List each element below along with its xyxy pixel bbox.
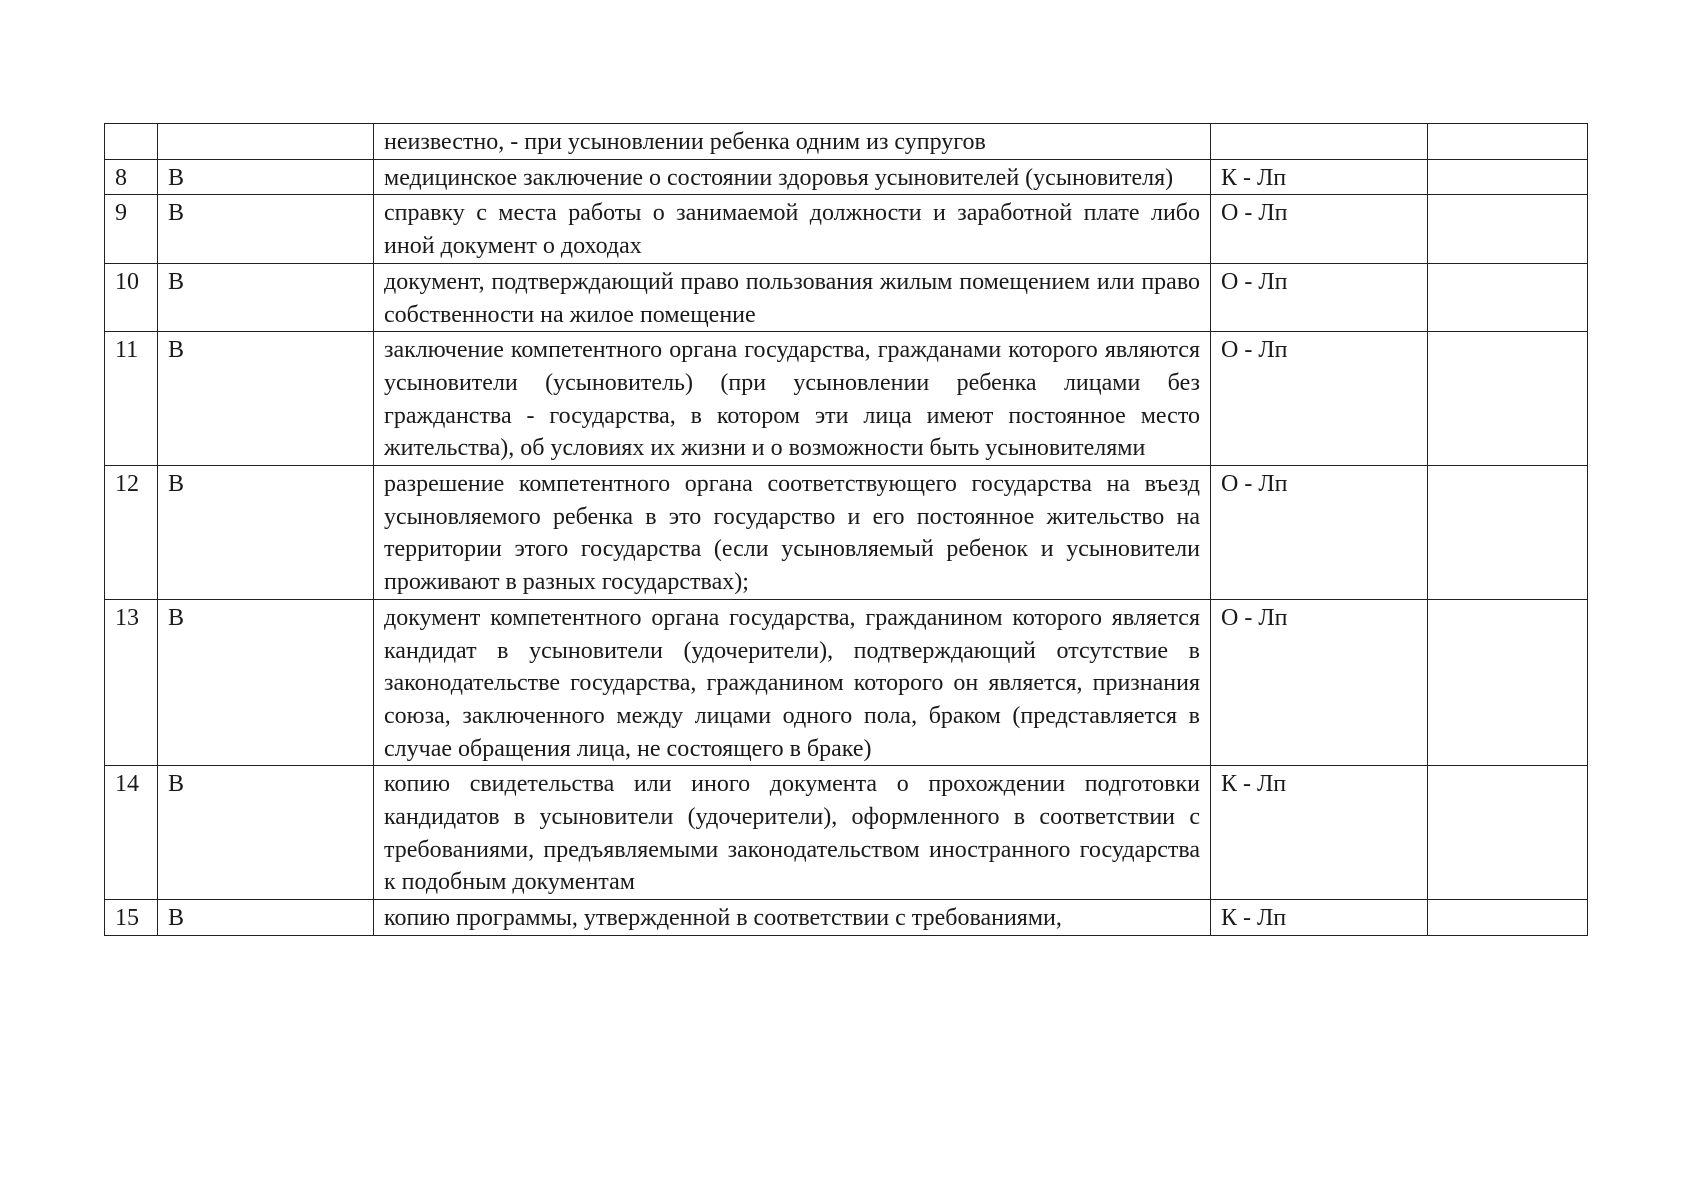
row-category: В [158, 195, 374, 263]
row-document-text-content: медицинское заключение о состоянии здоровья усыновителей (усыновителя) [384, 164, 1174, 191]
row-number: 14 [105, 766, 158, 900]
row-document-text [374, 332, 1211, 466]
row-document-text-content: неизвестно, - при усыновлении ребенка одним из супругов [384, 129, 986, 155]
row-form: К - Лп [1211, 766, 1428, 900]
row-form: О - Лп [1211, 263, 1428, 331]
row-document-text [374, 159, 1211, 195]
row-extra [1428, 332, 1588, 466]
row-number: 13 [105, 599, 158, 766]
row-extra [1428, 599, 1588, 766]
row-category: В [158, 332, 374, 466]
row-extra [1428, 159, 1588, 195]
row-category: В [158, 599, 374, 766]
row-number: 11 [105, 332, 158, 466]
row-document-text [374, 900, 1211, 936]
row-number: 9 [105, 195, 158, 263]
row-number [105, 124, 158, 160]
row-document-text-content: документ, подтверждающий право пользования жилым помещением или право собственности на жилое помещение [384, 268, 1200, 328]
row-form: К - Лп [1211, 900, 1428, 936]
row-document-text-content: копию программы, утвержденной в соответствии с требованиями, [384, 905, 1062, 932]
row-extra [1428, 263, 1588, 331]
row-document-text [374, 766, 1211, 900]
row-document-text-content: документ компетентного органа государства, гражданином которого является кандидат в усыновители (удочерители), подтверждающий отсутствие в законодательстве государства, гражданином которого он является, признания союза, заключенного между лицами одного пола, браком (представляется в случае обращения лица, не состоящего в браке) [384, 604, 1200, 762]
row-category: В [158, 263, 374, 331]
row-number: 10 [105, 263, 158, 331]
row-form: О - Лп [1211, 466, 1428, 600]
row-form [1211, 124, 1428, 160]
row-category: В [158, 466, 374, 600]
row-extra [1428, 124, 1588, 160]
row-number: 8 [105, 159, 158, 195]
table-row [105, 263, 1588, 331]
row-form: О - Лп [1211, 332, 1428, 466]
table-row [105, 599, 1588, 766]
documents-table [104, 123, 1588, 936]
row-form: К - Лп [1211, 159, 1428, 195]
table-row [105, 195, 1588, 263]
table-row [105, 900, 1588, 936]
row-extra [1428, 766, 1588, 900]
row-category: В [158, 159, 374, 195]
row-document-text [374, 124, 1211, 160]
row-category [158, 124, 374, 160]
table-row [105, 466, 1588, 600]
row-document-text [374, 195, 1211, 263]
row-extra [1428, 900, 1588, 936]
row-number: 12 [105, 466, 158, 600]
row-number: 15 [105, 900, 158, 936]
row-document-text [374, 599, 1211, 766]
row-document-text [374, 466, 1211, 600]
table-row [105, 766, 1588, 900]
row-document-text-content: разрешение компетентного органа соответствующего государства на въезд усыновляемого ребенка в это государство и его постоянное жительство на территории этого государства (если усыновляемый ребенок и усыновители проживают в разных государствах); [384, 471, 1200, 596]
row-form: О - Лп [1211, 195, 1428, 263]
table-row [105, 159, 1588, 195]
table-row [105, 332, 1588, 466]
row-document-text-content: справку с места работы о занимаемой должности и заработной плате либо иной документ о доходах [384, 200, 1200, 260]
row-category: В [158, 900, 374, 936]
row-extra [1428, 466, 1588, 600]
row-category: В [158, 766, 374, 900]
row-extra [1428, 195, 1588, 263]
table-row [105, 124, 1588, 160]
row-form: О - Лп [1211, 599, 1428, 766]
row-document-text-content: заключение компетентного органа государства, гражданами которого являются усыновители (усыновитель) (при усыновлении ребенка лицами без гражданства - государства, в котором эти лица имеют постоянное место жительства), об условиях их жизни и о возможности быть усыновителями [384, 337, 1200, 462]
row-document-text-content: копию свидетельства или иного документа о прохождении подготовки кандидатов в усыновители (удочерители), оформленного в соответствии с требованиями, предъявляемыми законодательством иностранного государства к подобным документам [384, 771, 1200, 896]
row-document-text [374, 263, 1211, 331]
